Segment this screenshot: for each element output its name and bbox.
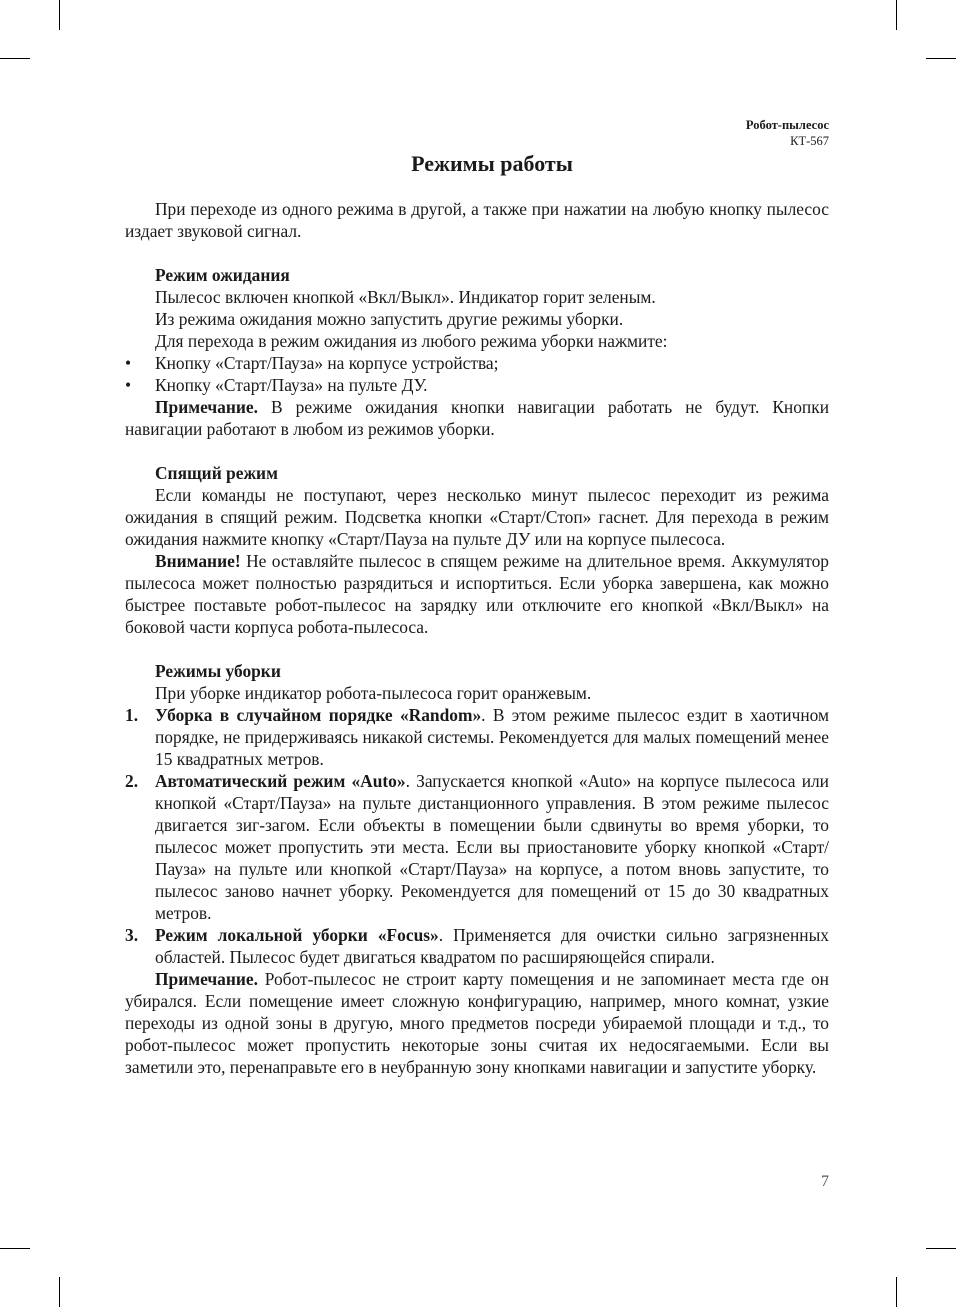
standby-line-3: Для перехода в режим ожидания из любого режима уборки нажмите: bbox=[155, 331, 668, 351]
cleaning-note bbox=[125, 968, 829, 1078]
crop-mark bbox=[59, 0, 60, 30]
standby-line-2: Из режима ожидания можно запустить другие режимы уборки. bbox=[155, 309, 624, 329]
cleaning-intro: При уборке индикатор робота-пылесоса горит оранжевым. bbox=[155, 683, 592, 703]
bullet-text: Кнопку «Старт/Пауза» на корпусе устройства; bbox=[155, 353, 499, 373]
bullet-mark: • bbox=[125, 353, 132, 373]
item-title: Автоматический режим «Auto» bbox=[155, 771, 406, 791]
list-item bbox=[125, 374, 829, 396]
intro-paragraph: При переходе из одного режима в другой, а также при нажатии на любую кнопку пылесос издает звуковой сигнал. bbox=[125, 199, 829, 241]
list-item bbox=[125, 352, 829, 374]
page-number: 7 bbox=[821, 1173, 829, 1190]
crop-mark bbox=[0, 1248, 30, 1249]
item-text: . Применяется для очистки сильно загрязненных областей. Пылесос будет двигаться квадратом по расширяющейся спирали. bbox=[155, 925, 829, 967]
bullet-text: Кнопку «Старт/Пауза» на пульте ДУ. bbox=[155, 375, 428, 395]
item-number: 3. bbox=[125, 925, 139, 945]
sleep-warning bbox=[125, 550, 829, 638]
item-text: . В этом режиме пылесос ездит в хаотичном порядке, не придерживаясь никакой системы. Рекомендуется для малых помещений менее 15 квадратных метров. bbox=[155, 705, 829, 769]
standby-note bbox=[125, 396, 829, 440]
numbered-item bbox=[125, 924, 829, 968]
item-title: Режим локальной уборки «Focus» bbox=[155, 925, 439, 945]
item-number: 2. bbox=[125, 771, 139, 791]
sleep-heading: Спящий режим bbox=[155, 463, 278, 483]
warning-text: Не оставляйте пылесос в спящем режиме на длительное время. Аккумулятор пылесоса может полностью разрядиться и испортиться. Если уборка завершена, как можно быстрее поставьте робот-пылесос на зарядку или отключите его кнопкой «Вкл/Выкл» на боковой части корпуса робота-пылесоса. bbox=[125, 551, 829, 637]
crop-mark bbox=[926, 58, 956, 59]
note-label: Примечание. bbox=[155, 969, 258, 989]
note-text: Робот-пылесос не строит карту помещения и не запоминает места где он убирался. Если помещение имеет сложную конфигурацию, например, много комнат, узкие переходы из одной зоны в другую, много предметов посреди убираемой площади и т.д., то робот-пылесос может пропустить некоторые зоны считая их недосягаемыми. Если вы заметили это, перенаправьте его в неубранную зону кнопками навигации и запустите уборку. bbox=[125, 969, 829, 1077]
standby-line-1: Пылесос включен кнопкой «Вкл/Выкл». Индикатор горит зеленым. bbox=[155, 287, 656, 307]
item-text: . Запускается кнопкой «Auto» на корпусе пылесоса или кнопкой «Старт/Пауза» на пульте дистанционного управления. В этом режиме пылесос двигается зиг-загом. Если объекты в помещении были сдвинуты во время уборки, то пылесос может пропустить эти места. Если вы приостановите уборку кнопкой «Старт/Пауза» на пульте или кнопкой «Старт/Пауза» на корпусе, а потом вновь запустите, то пылесос заново начнет уборку. Рекомендуется для помещений от 15 до 30 квадратных метров. bbox=[155, 771, 829, 923]
crop-mark bbox=[896, 0, 897, 30]
item-number: 1. bbox=[125, 705, 139, 725]
crop-mark bbox=[0, 58, 30, 59]
note-text: В режиме ожидания кнопки навигации работать не будут. Кнопки навигации работают в любом из режимов уборки. bbox=[125, 397, 829, 439]
crop-mark bbox=[59, 1277, 60, 1307]
page-title: Режимы работы bbox=[411, 151, 573, 176]
numbered-item bbox=[125, 770, 829, 924]
warning-label: Внимание! bbox=[155, 551, 241, 571]
crop-mark bbox=[926, 1248, 956, 1249]
header-product: Робот-пылесос bbox=[745, 118, 829, 132]
item-title: Уборка в случайном порядке «Random» bbox=[155, 705, 482, 725]
cleaning-heading: Режимы уборки bbox=[155, 661, 281, 681]
numbered-item bbox=[125, 704, 829, 770]
bullet-mark: • bbox=[125, 375, 132, 395]
running-header bbox=[746, 117, 829, 149]
crop-mark bbox=[896, 1277, 897, 1307]
document-body bbox=[125, 198, 829, 1078]
header-model: КТ-567 bbox=[790, 134, 829, 148]
standby-heading: Режим ожидания bbox=[155, 265, 290, 285]
note-label: Примечание. bbox=[155, 397, 258, 417]
sleep-paragraph: Если команды не поступают, через несколько минут пылесос переходит из режима ожидания в спящий режим. Подсветка кнопки «Старт/Стоп» гаснет. Для перехода в режим ожидания нажмите кнопку «Старт/Пауза на пульте ДУ или на корпусе пылесоса. bbox=[125, 485, 829, 549]
